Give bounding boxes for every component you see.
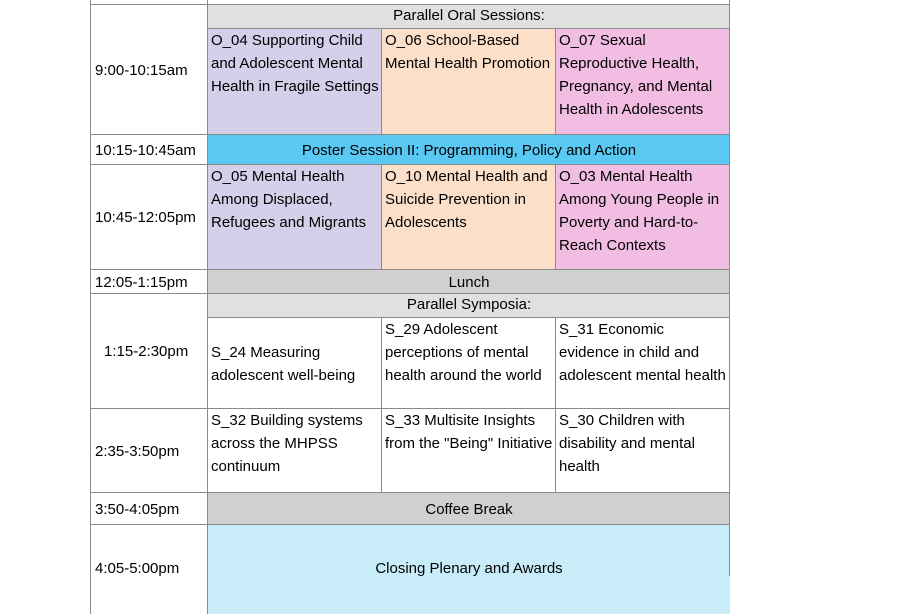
time-label: 9:00-10:15am	[95, 61, 188, 79]
session-s29[interactable]	[381, 317, 556, 409]
session-o07[interactable]	[555, 28, 730, 135]
session-title: O_07 Sexual Reproductive Health, Pregnancy, and Mental Health in Adolescents	[559, 32, 713, 118]
session-o03[interactable]	[555, 164, 730, 270]
session-title: O_10 Mental Health and Suicide Prevention in Adolescents	[385, 168, 548, 231]
session-title: O_03 Mental Health Among Young People in Poverty and Hard-to-Reach Contexts	[559, 168, 720, 254]
session-o06[interactable]	[381, 28, 556, 135]
session-title: S_33 Multisite Insights from the "Being" Initiative	[385, 412, 553, 452]
time-slot-4	[90, 408, 208, 493]
parallel-symposia-header-text: Parallel Symposia:	[406, 296, 532, 313]
session-o10[interactable]	[381, 164, 556, 270]
time-lunch	[90, 269, 208, 294]
time-label: 4:05-5:00pm	[95, 560, 180, 577]
time-label: 10:45-12:05pm	[95, 209, 196, 226]
time-label: 1:15-2:30pm	[104, 343, 189, 360]
table-left-border	[90, 0, 91, 576]
session-title: O_04 Supporting Child and Adolescent Mental Health in Fragile Settings	[211, 32, 379, 95]
time-label: 12:05-1:15pm	[95, 273, 188, 291]
session-s24[interactable]	[207, 317, 382, 409]
closing-plenary-title: Closing Plenary and Awards	[375, 560, 563, 577]
coffee-break-band	[207, 492, 730, 525]
session-s31[interactable]	[555, 317, 730, 409]
poster-session-band[interactable]	[207, 134, 730, 165]
time-slot-2	[90, 164, 208, 270]
session-s33[interactable]	[381, 408, 556, 493]
time-slot-3	[90, 293, 208, 409]
parallel-symposia-header	[207, 293, 730, 318]
time-label: 3:50-4:05pm	[95, 500, 180, 518]
poster-session-title: Poster Session II: Programming, Policy and Action	[301, 141, 637, 159]
session-title: O_06 School-Based Mental Health Promotion	[385, 32, 551, 72]
time-label: 2:35-3:50pm	[95, 442, 180, 460]
session-title: S_24 Measuring adolescent well-being	[211, 343, 356, 384]
session-title: O_05 Mental Health Among Displaced, Refugees and Migrants	[211, 168, 367, 231]
parallel-oral-sessions-header	[207, 4, 730, 29]
session-o05[interactable]	[207, 164, 382, 270]
session-title: S_32 Building systems across the MHPSS continuum	[211, 412, 363, 475]
session-o04[interactable]	[207, 28, 382, 135]
closing-plenary-band[interactable]	[207, 524, 730, 614]
session-title: S_29 Adolescent perceptions of mental health around the world	[385, 321, 542, 384]
time-poster	[90, 134, 208, 165]
lunch-title: Lunch	[448, 273, 490, 291]
session-title: S_30 Children with disability and mental health	[559, 412, 695, 475]
time-slot-1	[90, 4, 208, 135]
table-right-border	[729, 0, 730, 576]
lunch-band	[207, 269, 730, 294]
session-s30[interactable]	[555, 408, 730, 493]
time-label: 10:15-10:45am	[95, 141, 196, 159]
session-title: S_31 Economic evidence in child and adolescent mental health	[559, 321, 726, 384]
session-s32[interactable]	[207, 408, 382, 493]
coffee-break-title: Coffee Break	[425, 500, 513, 518]
time-closing	[90, 524, 208, 614]
parallel-oral-header-text: Parallel Oral Sessions:	[393, 7, 545, 24]
time-coffee	[90, 492, 208, 525]
